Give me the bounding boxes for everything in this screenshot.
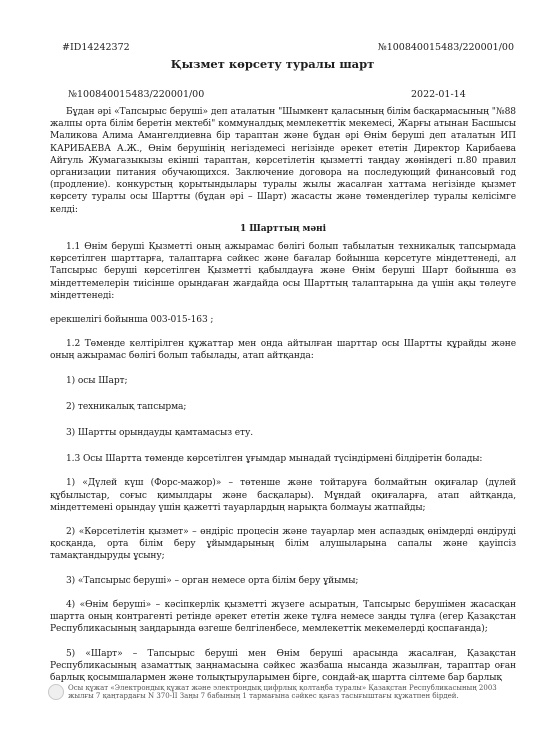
seal-icon [48, 684, 64, 700]
definition-3: 3) «Тапсырыс беруші» – орган немесе орта білім беру ұйымы; [66, 575, 359, 586]
document-body [50, 106, 516, 684]
footer-text: Осы құжат «Электрондық құжат және электрондық цифрлық қолтаңба туралы» Қазақстан Республикасының 2003 жылғы 7 қаңтардағы N 370-II Заңы 7 бабының 1 тармағына сәйкес қағаз тасығыштағы құжатпен бірдей. [68, 684, 497, 701]
clause-1-3: 1.3 Осы Шартта төменде көрсетілген ұғымдар мынадай түсіндірмені білдіретін болады: [66, 454, 483, 465]
intro-paragraph: Бұдан әрі «Тапсырыс беруші» деп аталатын "Шымкент қаласының білім басқармасының "№88 жалпы орта білім беретін мектебі" коммуналдық мемлекеттік мекемесі, Жарғы атынан Басшысы Маликова Алима Амангелдиевна бір тараптан және бұдан әрі Өнім беруші деп аталатын ИП КАРИБАЕВА А.Ж., Өнім берушінің негіздемесі негізінде әрекет ететін Директор Карибаева Айгуль Жумагазыкызы екінші тараптан, көрсетілетін қызметті таңдау жөніндегі п.80 правил организации питания обучающихся. Заключение договора на последующий финансовый год (продление). конкурстың қорытындылары туралы жылы жасалған хаттама негізінде қызмет көрсету туралы осы Шартты (бұдан әрі – Шарт) жасасты және төмендегілер туралы келісімге келді: [50, 107, 516, 215]
footer-note [44, 684, 504, 701]
clause-1-1: 1.1 Өнім беруші Қызметті оның ажырамас бөлігі болып табылатын техникалық тапсырмада көрсетілген шарттарға, талаптарға сәйкес және бағалар бойынша көрсетуге міндеттенеді, ал Тапсырыс беруші көрсетілген Қызметті қабылдауға және Өнім беруші Шарт бойынша өз міндеттемелерін тиісінше орындаған жағдайда осы Шарттың талаптарына да үшін ақы төлеуге міндеттенеді: [50, 242, 516, 301]
clause-1-2: 1.2 Төменде келтірілген құжаттар мен онда айтылған шарттар осы Шартты құрайды және оның ажырамас бөлігі болып табылады, атап айтқанда: [50, 339, 516, 362]
document-title: Қызмет көрсету туралы шарт [170, 57, 375, 71]
contract-number-header: №100840015483/220001/00 [377, 42, 514, 53]
contract-date: 2022-01-14 [411, 89, 466, 100]
definition-2: 2) «Көрсетілетін қызмет» – өндіріс процесін және тауарлар мен аспаздық өнімдерді өндіруді қосқанда, орта білім беру ұйымдарының білім алушыларына сапалы және қауіпсіз тамақтандыруды ұсыну; [50, 527, 516, 562]
list-item-3: 3) Шартты орындауды қамтамасыз ету. [66, 428, 254, 439]
list-item-1: 1) осы Шарт; [66, 375, 128, 386]
list-item-2: 2) техникалық тапсырма; [66, 401, 187, 412]
contract-number: №100840015483/220001/00 [68, 89, 205, 100]
definition-5: 5) «Шарт» – Тапсырыс беруші мен Өнім беруші арасында жасалған, Қазақстан Республикасының азаматтық заңнамасына сәйкес жазбаша нысанда жазылған, тараптар оған барлық қосымшалармен және толықтыруларымен бірге, сондай-ақ шартта сілтеме бар барлық [50, 648, 516, 683]
section-title: 1 Шарттың мәні [240, 222, 326, 234]
definition-1: 1) «Дүлей күш (Форс-мажор)» – төтенше және тойтаруға болмайтын оқиғалар (дүлей құбылыстар, соғыс қимылдары және басқалары). Мұндай оқиғаларға, атап айтқанда, міндеттемені орындау үшін қажетті тауарлардың нарықта болмауы жатпайды; [50, 478, 516, 513]
specification-line: ерекшелігі бойынша 003-015-163 ; [50, 315, 214, 326]
document-id: #ID14242372 [62, 42, 130, 53]
definition-4: 4) «Өнім беруші» – кәсіпкерлік қызметті жүзеге асыратын, Тапсырыс берушімен жасасқан шартта оның контрагенті ретінде әрекет ететін жеке тұлға немесе заңды тұлға (егер Қазақстан Республикасының заңдарында өзгеше белгіленбесе, мемлекеттік мекемелерді қоспағанда); [50, 599, 516, 635]
